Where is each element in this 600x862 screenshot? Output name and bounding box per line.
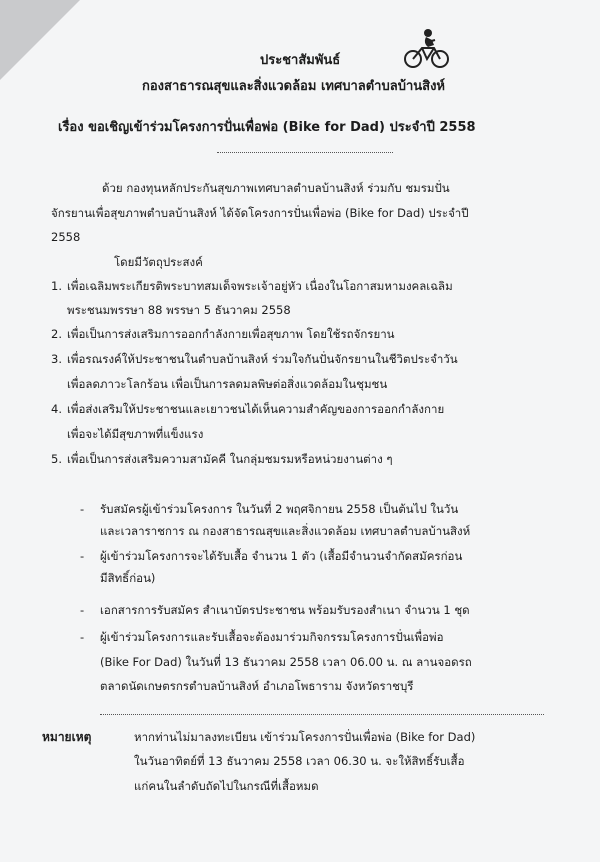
- header-divider: [217, 152, 393, 153]
- header-department: กองสาธารณสุขและสิ่งแวดล้อม เทศบาลตำบลบ้านสิงห์: [142, 79, 445, 94]
- objective-line: เพื่อเป็นการส่งเสริมความสามัคคี ในกลุ่มชมรมหรือหน่วยงานต่าง ๆ: [67, 452, 393, 466]
- remark-line: แก่คนในลำดับถัดไปในกรณีที่เสื้อหมด: [134, 779, 319, 793]
- header-subject: เรื่อง ขอเชิญเข้าร่วมโครงการปั่นเพื่อพ่อ (Bike for Dad) ประจำปี 2558: [58, 120, 476, 135]
- objective-heading: โดยมีวัตถุประสงค์: [114, 255, 203, 269]
- footer-divider: [100, 714, 544, 715]
- registration-line: เอกสารการรับสมัคร สำเนาบัตรประชาชน พร้อมรับรองสำเนา จำนวน 1 ชุด: [100, 603, 470, 617]
- remark-label: หมายเหตุ: [42, 730, 92, 744]
- registration-line: รับสมัครผู้เข้าร่วมโครงการ ในวันที่ 2 พฤศจิกายน 2558 เป็นต้นไป ในวัน: [100, 502, 459, 516]
- objective-line: เพื่อรณรงค์ให้ประชาชนในตำบลบ้านสิงห์ ร่วมใจกันปั่นจักรยานในชีวิตประจำวัน: [67, 352, 458, 366]
- page-corner-fold: [0, 0, 80, 80]
- list-bullet: -: [80, 603, 85, 617]
- registration-line: มีสิทธิ์ก่อน): [100, 571, 156, 585]
- objective-number: 3.: [51, 352, 62, 366]
- objective-number: 4.: [51, 402, 62, 416]
- registration-line: ตลาดนัดเกษตรกรตำบลบ้านสิงห์ อำเภอโพธาราม จังหวัดราชบุรี: [100, 679, 414, 693]
- header-title: ประชาสัมพันธ์: [260, 53, 341, 68]
- list-bullet: -: [80, 549, 85, 563]
- objective-number: 2.: [51, 327, 62, 341]
- objective-line: เพื่อเป็นการส่งเสริมการออกกำลังกายเพื่อสุขภาพ โดยใช้รถจักรยาน: [67, 327, 395, 341]
- intro-line-1: ด้วย กองทุนหลักประกันสุขภาพเทศบาลตำบลบ้านสิงห์ ร่วมกับ ชมรมปั่น: [102, 181, 450, 195]
- objective-line: เพื่อจะได้มีสุขภาพที่แข็งแรง: [67, 427, 204, 441]
- registration-line: ผู้เข้าร่วมโครงการและรับเสื้อจะต้องมาร่วมกิจกรรมโครงการปั่นเพื่อพ่อ: [100, 630, 444, 644]
- intro-line-2: จักรยานเพื่อสุขภาพตำบลบ้านสิงห์ ได้จัดโครงการปั่นเพื่อพ่อ (Bike for Dad) ประจำปี: [51, 206, 469, 220]
- intro-line-3: 2558: [51, 230, 81, 244]
- objective-line: เพื่อส่งเสริมให้ประชาชนและเยาวชนได้เห็นความสำคัญของการออกกำลังกาย: [67, 402, 445, 416]
- objective-number: 1.: [51, 279, 62, 293]
- registration-line: ผู้เข้าร่วมโครงการจะได้รับเสื้อ จำนวน 1 ตัว (เสื้อมีจำนวนจำกัดสมัครก่อน: [100, 549, 463, 563]
- remark-line: หากท่านไม่มาลงทะเบียน เข้าร่วมโครงการปั่นเพื่อพ่อ (Bike for Dad): [134, 730, 476, 744]
- objective-line: เพื่อลดภาวะโลกร้อน เพื่อเป็นการลดมลพิษต่อสิ่งแวดล้อมในชุมชน: [67, 377, 388, 391]
- remark-line: ในวันอาทิตย์ที่ 13 ธันวาคม 2558 เวลา 06.30 น. จะให้สิทธิ์รับเสื้อ: [134, 754, 465, 768]
- registration-line: (Bike For Dad) ในวันที่ 13 ธันวาคม 2558 เวลา 06.00 น. ณ ลานจอดรถ: [100, 655, 472, 669]
- objective-line: พระชนมพรรษา 88 พรรษา 5 ธันวาคม 2558: [67, 303, 291, 317]
- list-bullet: -: [80, 502, 85, 516]
- objective-number: 5.: [51, 452, 62, 466]
- objective-line: เพื่อเฉลิมพระเกียรติพระบาทสมเด็จพระเจ้าอยู่หัว เนื่องในโอกาสมหามงคลเฉลิม: [67, 279, 453, 293]
- list-bullet: -: [80, 630, 85, 644]
- bicycle-rider-icon: [404, 28, 450, 70]
- registration-line: และเวลาราชการ ณ กองสาธารณสุขและสิ่งแวดล้อม เทศบาลตำบลบ้านสิงห์: [100, 524, 471, 538]
